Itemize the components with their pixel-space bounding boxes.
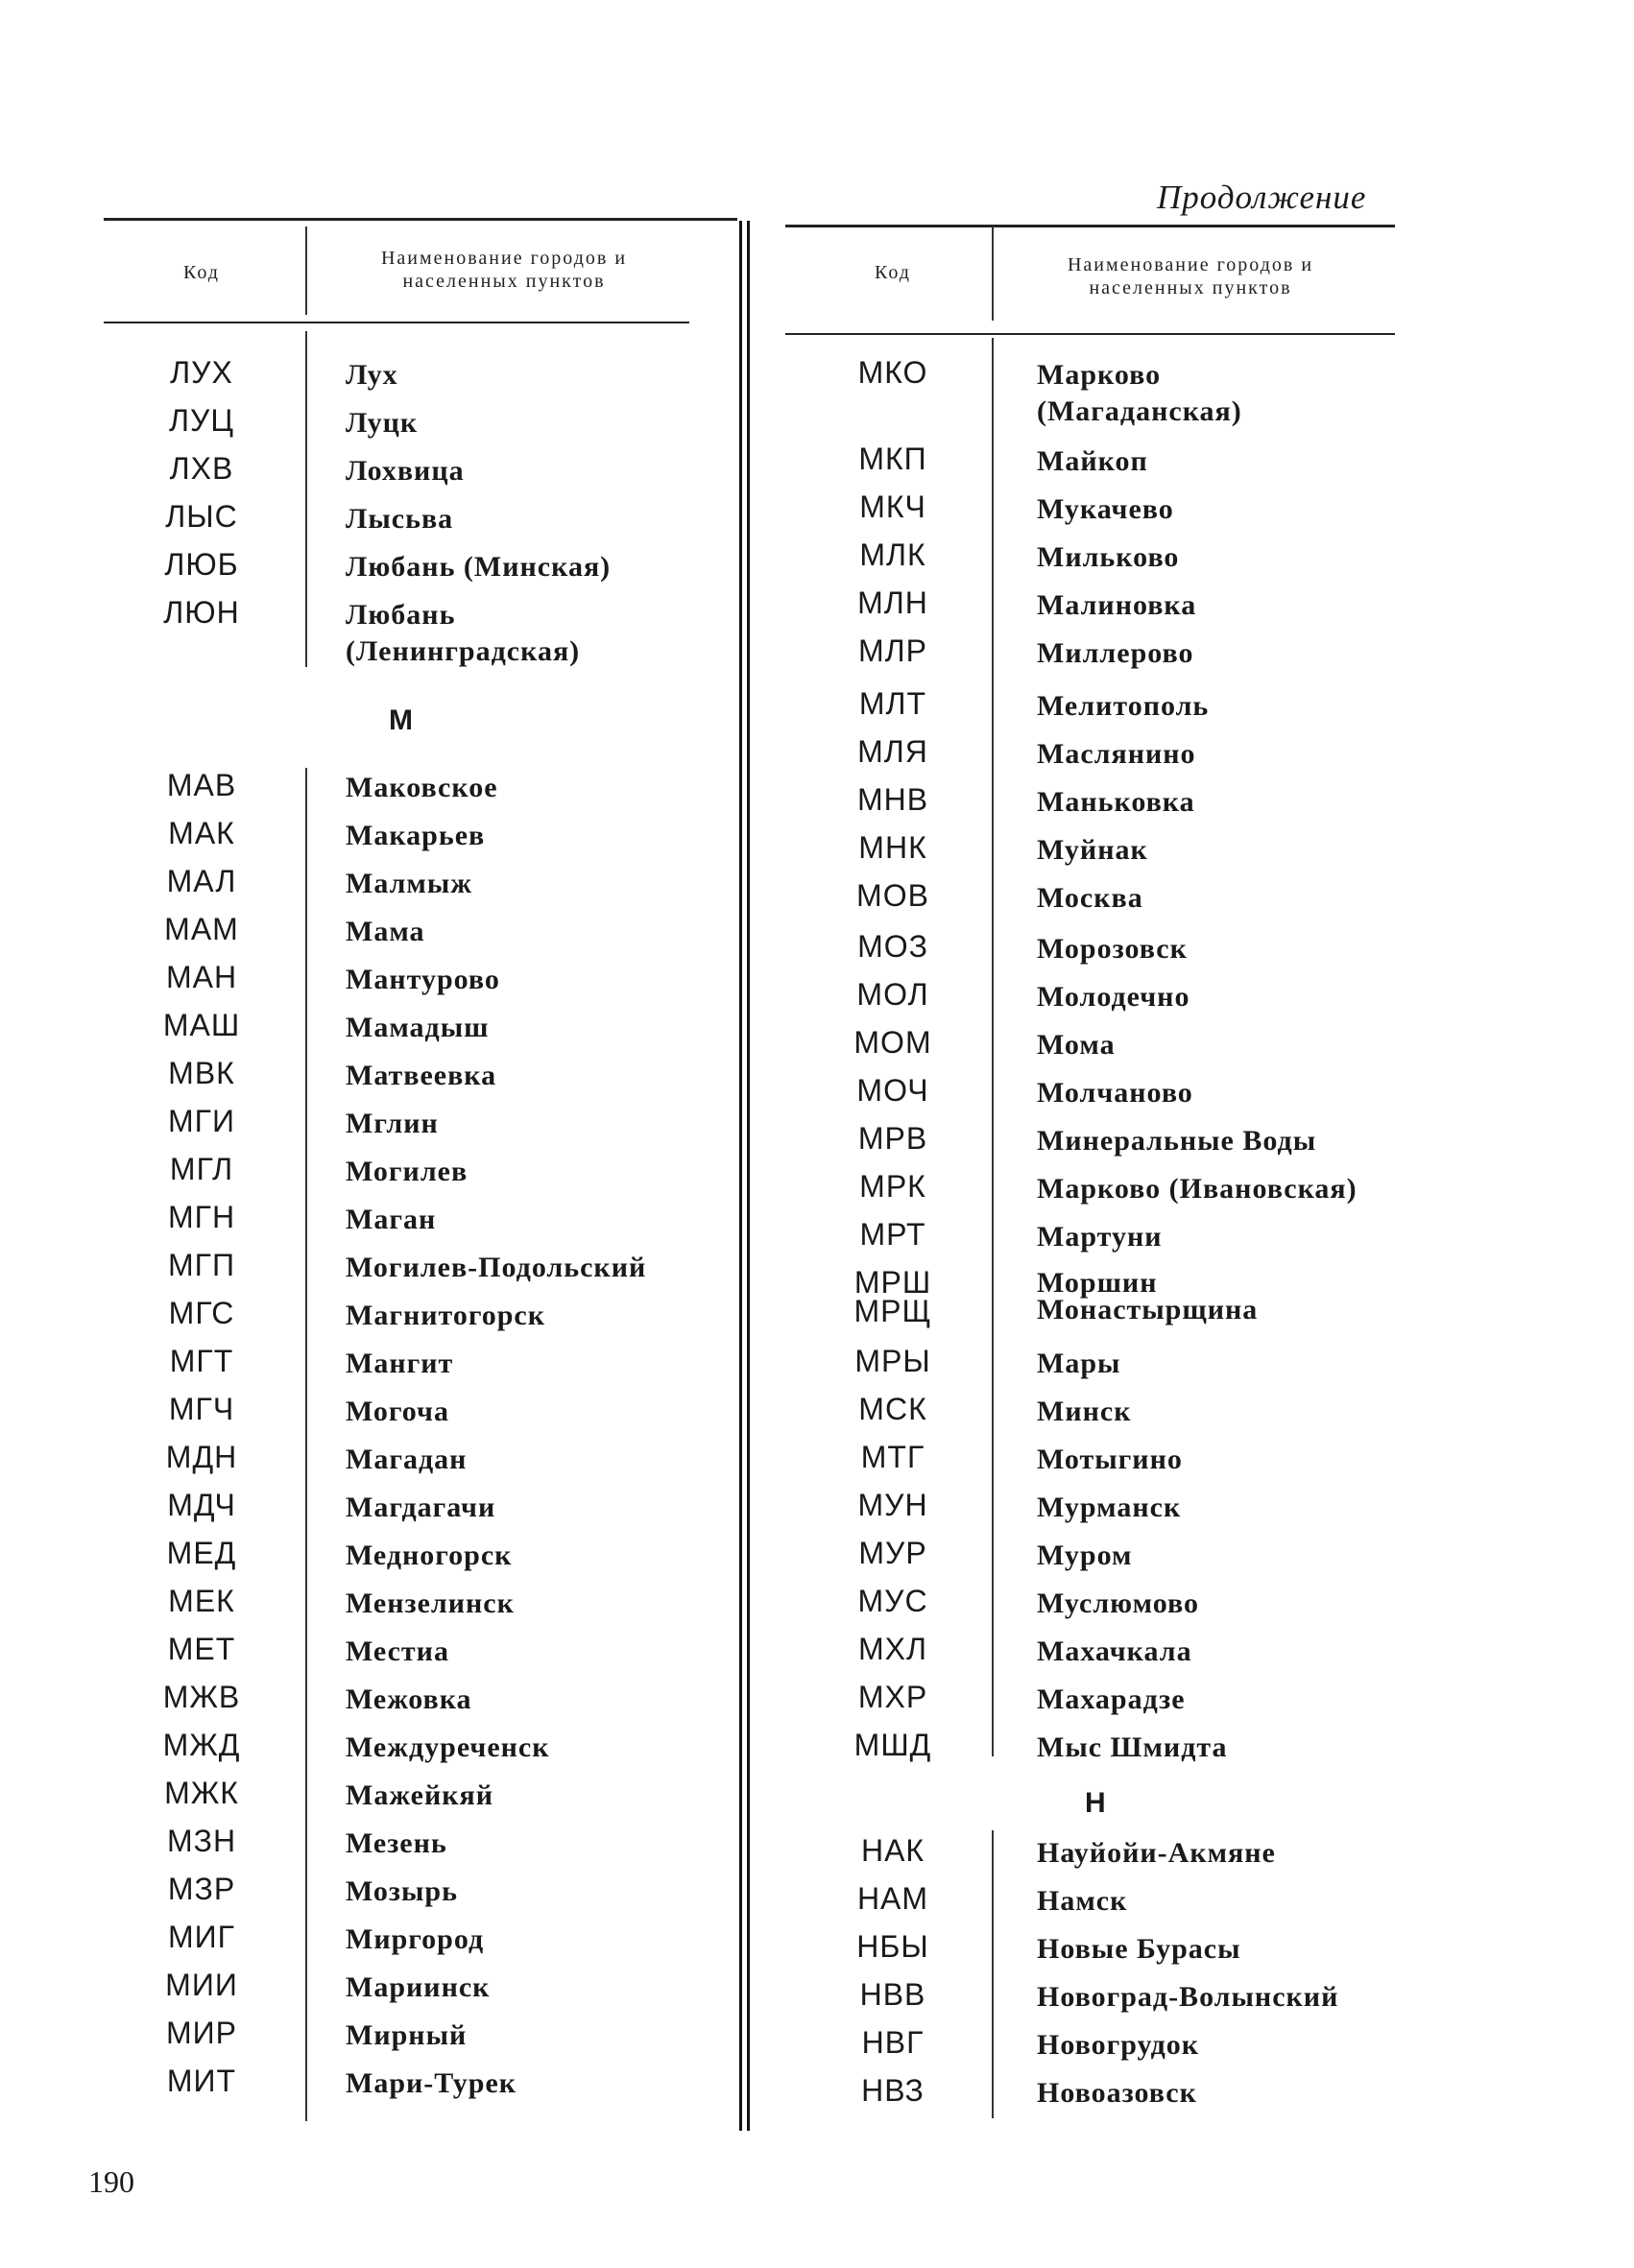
- code-cell: МОВ: [856, 878, 929, 913]
- left-divider-b: [305, 768, 307, 2121]
- name-cell: Минск: [1037, 1396, 1132, 1427]
- page-number: 190: [88, 2164, 134, 2199]
- right-header-divider: [992, 227, 994, 321]
- name-cell: Маковское: [346, 772, 498, 803]
- code-cell: МЕТ: [167, 1632, 236, 1666]
- name-cell: Междуреченск: [346, 1731, 550, 1763]
- name-cell: Мглин: [346, 1108, 439, 1139]
- code-cell: МЖВ: [162, 1680, 241, 1714]
- name-cell: Миргород: [346, 1923, 485, 1955]
- right-divider-a: [992, 338, 994, 1756]
- header-top-rule-right: [785, 225, 1395, 227]
- code-cell: МУН: [857, 1488, 928, 1522]
- code-cell: МИГ: [168, 1920, 235, 1954]
- code-cell: МЛК: [859, 537, 926, 572]
- header-bottom-rule-left: [104, 322, 689, 323]
- name-cell: Новоград-Волынский: [1037, 1981, 1339, 2013]
- name-cell: Марково: [1037, 359, 1162, 391]
- name-cell: Морозовск: [1037, 933, 1188, 965]
- code-cell: МГЛ: [169, 1152, 234, 1186]
- code-cell: МЕД: [166, 1536, 237, 1570]
- code-cell: НВВ: [859, 1977, 926, 2012]
- code-cell: ЛУХ: [170, 355, 233, 390]
- header-name-right-line2: населенных пунктов: [1089, 277, 1292, 298]
- name-cell: Магадан: [346, 1444, 468, 1475]
- name-cell: Могилев: [346, 1156, 469, 1187]
- code-cell: НАМ: [856, 1881, 929, 1916]
- code-cell: МЕК: [168, 1584, 235, 1618]
- name-cell: Москва: [1037, 882, 1143, 914]
- name-cell: Лух: [346, 359, 398, 391]
- name-cell-continuation: (Магаданская): [1037, 395, 1242, 427]
- name-cell: Любань (Минская): [346, 551, 612, 583]
- code-cell: МГН: [167, 1200, 236, 1234]
- code-cell: МКЧ: [859, 489, 926, 524]
- code-cell: МНК: [858, 830, 927, 865]
- header-name-left-line2: населенных пунктов: [402, 271, 606, 292]
- left-divider-a: [305, 331, 307, 667]
- code-cell: МГП: [168, 1248, 235, 1282]
- name-cell: Маслянино: [1037, 738, 1196, 770]
- code-cell: МИТ: [166, 2064, 237, 2098]
- name-cell: Магнитогорск: [346, 1300, 546, 1331]
- name-cell: Молодечно: [1037, 981, 1190, 1013]
- code-cell: ЛЮБ: [164, 547, 239, 582]
- code-cell: МГТ: [169, 1344, 234, 1378]
- name-cell: Монастырщина: [1037, 1294, 1259, 1325]
- code-cell: МЖК: [164, 1776, 239, 1810]
- code-cell: МРВ: [857, 1121, 928, 1156]
- code-cell: МВК: [168, 1056, 235, 1090]
- name-cell: Могоча: [346, 1396, 449, 1427]
- name-cell: Могилев-Подольский: [346, 1252, 647, 1283]
- name-cell: Новоазовск: [1037, 2077, 1197, 2109]
- code-cell: МАМ: [164, 912, 239, 946]
- name-cell: Малиновка: [1037, 589, 1197, 621]
- name-cell: Мари-Турек: [346, 2067, 517, 2099]
- code-cell: НВГ: [861, 2025, 925, 2060]
- code-cell: МЛТ: [858, 686, 927, 721]
- name-cell: Мамадыш: [346, 1012, 490, 1043]
- header-bottom-rule-right: [785, 333, 1395, 335]
- code-cell: МХР: [857, 1680, 928, 1714]
- code-cell: МЛР: [858, 633, 927, 668]
- name-cell: Майкоп: [1037, 445, 1148, 477]
- name-cell: Марково (Ивановская): [1037, 1173, 1358, 1205]
- code-cell: МТГ: [860, 1440, 925, 1474]
- name-cell: Маньковка: [1037, 786, 1195, 818]
- name-cell: Мажейкяй: [346, 1779, 494, 1811]
- name-cell: Мыс Шмидта: [1037, 1731, 1228, 1763]
- name-cell: Магдагачи: [346, 1492, 496, 1523]
- code-cell: МИИ: [165, 1968, 238, 2002]
- name-cell: Науйойи-Акмяне: [1037, 1837, 1276, 1869]
- center-double-rule-a: [739, 221, 742, 2131]
- name-cell: Мома: [1037, 1029, 1116, 1061]
- code-cell: МИР: [166, 2016, 237, 2050]
- name-cell: Местиа: [346, 1635, 449, 1667]
- name-cell: Моршин: [1037, 1267, 1158, 1299]
- continued-label: Продолжение: [1157, 179, 1367, 216]
- code-cell: МЗН: [166, 1824, 237, 1858]
- header-code-left: Код: [183, 262, 220, 283]
- name-cell: Мильково: [1037, 541, 1180, 573]
- code-cell: МЛЯ: [857, 734, 928, 769]
- name-cell: Мангит: [346, 1348, 454, 1379]
- header-top-rule-left: [104, 218, 737, 221]
- code-cell: МГИ: [168, 1104, 235, 1138]
- code-cell: МОЗ: [857, 929, 928, 964]
- name-cell: Мары: [1037, 1348, 1121, 1379]
- code-cell: НБЫ: [856, 1929, 929, 1964]
- code-cell: МЖД: [162, 1728, 241, 1762]
- name-cell: Миллерово: [1037, 637, 1194, 669]
- code-cell: МДН: [165, 1440, 238, 1474]
- name-cell: Лысьва: [346, 503, 454, 535]
- code-cell: МСК: [858, 1392, 927, 1426]
- name-cell: Новогрудок: [1037, 2029, 1200, 2061]
- name-cell: Махачкала: [1037, 1635, 1192, 1667]
- name-cell: Мезень: [346, 1827, 447, 1859]
- header-name-left-line1: Наименование городов и: [380, 248, 628, 269]
- name-cell: Мариинск: [346, 1971, 491, 2003]
- code-cell: МУС: [857, 1584, 928, 1618]
- name-cell: Мартуни: [1037, 1221, 1163, 1253]
- name-cell: Лохвица: [346, 455, 465, 487]
- left-header-divider: [305, 227, 307, 315]
- code-cell: ЛЮН: [163, 595, 240, 630]
- name-cell: Маган: [346, 1204, 437, 1235]
- name-cell: Матвеевка: [346, 1060, 497, 1091]
- code-cell: МХЛ: [858, 1632, 927, 1666]
- name-cell: Мензелинск: [346, 1588, 515, 1619]
- code-cell: МАК: [168, 816, 235, 850]
- name-cell: Луцк: [346, 407, 419, 439]
- name-cell: Молчаново: [1037, 1077, 1193, 1109]
- name-cell: Мелитополь: [1037, 690, 1210, 722]
- code-cell: МАВ: [166, 768, 237, 802]
- name-cell: Намск: [1037, 1885, 1128, 1917]
- code-cell: МКП: [858, 442, 927, 476]
- name-cell: Мантурово: [346, 964, 500, 995]
- section-letter-m: М: [389, 704, 413, 736]
- code-cell: МАН: [165, 960, 238, 994]
- header-code-right: Код: [875, 262, 911, 283]
- code-cell: МГЧ: [168, 1392, 235, 1426]
- section-letter-n: Н: [1085, 1787, 1106, 1819]
- code-cell: МШД: [853, 1728, 932, 1762]
- name-cell: Махарадзе: [1037, 1683, 1186, 1715]
- code-cell: МАШ: [162, 1008, 241, 1042]
- right-divider-b: [992, 1830, 994, 2118]
- code-cell: ЛЫС: [165, 499, 238, 534]
- code-cell: МРЫ: [854, 1344, 931, 1378]
- code-cell: МКО: [857, 355, 928, 390]
- name-cell: Мозырь: [346, 1875, 458, 1907]
- name-cell: Малмыж: [346, 868, 473, 899]
- name-cell-continuation: (Ленинградская): [346, 635, 581, 667]
- code-cell: МНВ: [856, 782, 929, 817]
- code-cell: МДЧ: [167, 1488, 236, 1522]
- name-cell: Мурманск: [1037, 1492, 1182, 1523]
- code-cell: МЗР: [167, 1872, 236, 1906]
- code-cell: МОЧ: [856, 1073, 929, 1108]
- code-cell: ЛХВ: [169, 451, 234, 486]
- code-cell: МУР: [858, 1536, 927, 1570]
- center-double-rule-b: [747, 221, 750, 2131]
- name-cell: Любань: [346, 599, 456, 631]
- code-cell: МРШ: [853, 1265, 932, 1300]
- code-cell: НВЗ: [861, 2073, 925, 2108]
- name-cell: Новые Бурасы: [1037, 1933, 1241, 1965]
- name-cell: Межовка: [346, 1683, 472, 1715]
- code-cell: МРТ: [859, 1217, 926, 1252]
- code-cell: МГС: [168, 1296, 235, 1330]
- code-cell: НАК: [860, 1833, 925, 1868]
- name-cell: Муром: [1037, 1540, 1133, 1571]
- name-cell: Макарьев: [346, 820, 486, 851]
- name-cell: Мама: [346, 916, 425, 947]
- code-cell: МАЛ: [166, 864, 237, 898]
- name-cell: Мукачево: [1037, 493, 1174, 525]
- code-cell: ЛУЦ: [169, 403, 234, 438]
- code-cell: МОМ: [853, 1025, 932, 1060]
- name-cell: Мирный: [346, 2019, 468, 2051]
- header-name-right-line1: Наименование городов и: [1067, 254, 1314, 275]
- name-cell: Медногорск: [346, 1540, 513, 1571]
- code-cell: МРК: [859, 1169, 926, 1204]
- name-cell: Муслюмово: [1037, 1588, 1199, 1619]
- name-cell: Муйнак: [1037, 834, 1148, 866]
- name-cell: Минеральные Воды: [1037, 1125, 1317, 1157]
- code-cell: МОЛ: [856, 977, 929, 1012]
- name-cell: Мотыгино: [1037, 1444, 1183, 1475]
- code-cell: МРЩ: [853, 1294, 932, 1328]
- code-cell: МЛН: [857, 585, 928, 620]
